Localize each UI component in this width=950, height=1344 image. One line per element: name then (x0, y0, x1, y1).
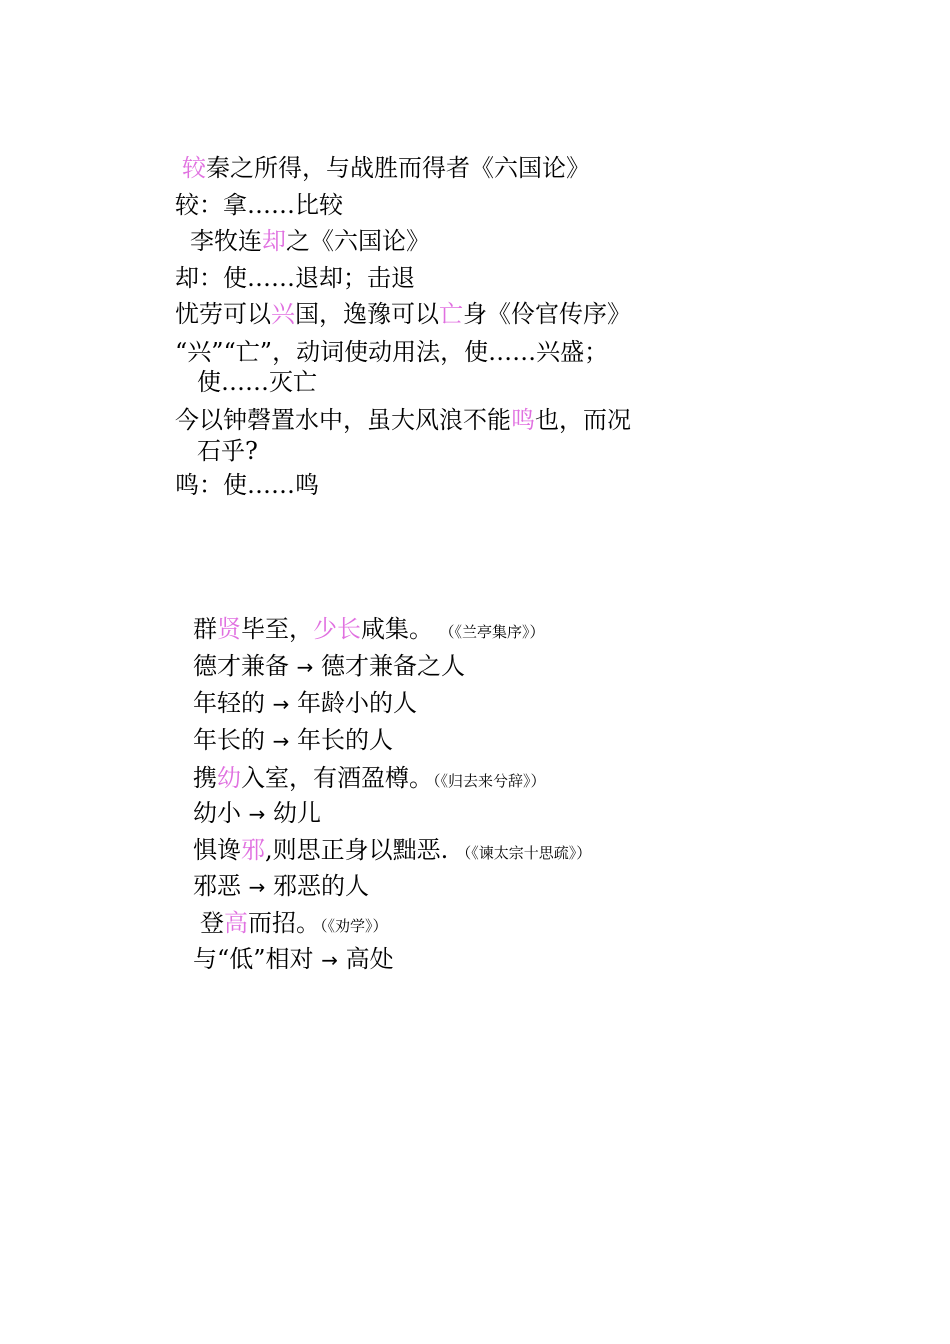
sentence-text: 毕至， (241, 615, 313, 643)
highlight-word: 鸣 (511, 406, 535, 434)
highlight-word: 兴 (271, 300, 295, 328)
highlight-word: 亡 (439, 300, 463, 328)
line-transform-nianqing (193, 688, 417, 719)
highlight-word: 较 (182, 154, 206, 182)
transform-from: 年长的 (193, 726, 265, 754)
line-you-example (193, 763, 546, 796)
highlight-word: 高 (224, 909, 248, 937)
highlight-word: 少长 (313, 615, 361, 643)
line-que-explain (175, 263, 415, 293)
transform-to: 年龄小的人 (297, 689, 418, 717)
explanation-text: “兴”“亡”，动词使动用法，使……兴盛； (175, 338, 609, 366)
transform-from: 幼小 (193, 799, 241, 827)
sentence-text: 今以钟磬置水中，虽大风浪不能 (175, 406, 511, 434)
line-xian-zhang-example (193, 614, 545, 647)
sentence-text: 咸集。 (361, 615, 433, 643)
source-citation: （《劝学》） (320, 917, 388, 935)
line-transform-gaochu (193, 944, 394, 975)
sentence-text: 忧劳可以 (175, 300, 271, 328)
sentence-text: 之《六国论》 (286, 227, 430, 255)
line-ming-example (175, 405, 631, 435)
transform-from: 年轻的 (193, 689, 265, 717)
source-citation: （《归去来兮辞》） (433, 772, 546, 790)
sentence-text: 身《伶官传序》 (463, 300, 631, 328)
sentence-text: 李牧连 (190, 227, 262, 255)
line-xing-wang-explain (175, 337, 608, 367)
sentence-text: 惧谗 (193, 836, 241, 864)
explanation-text: 使……灭亡 (197, 368, 317, 396)
line-transform-nianzhang (193, 725, 393, 756)
line-ming-explain (175, 470, 319, 500)
explanation-text: 较：拿……比较 (175, 191, 343, 219)
sentence-text: 登 (200, 909, 224, 937)
right-arrow-icon: → (248, 875, 266, 899)
right-arrow-icon: → (321, 948, 338, 972)
transform-to: 德才兼备之人 (321, 652, 466, 680)
explanation-text: 鸣：使……鸣 (175, 471, 319, 499)
sentence-text: 石乎? (197, 437, 258, 465)
line-xing-wang-example (175, 299, 631, 329)
highlight-word: 贤 (217, 615, 241, 643)
right-arrow-icon: → (248, 802, 266, 826)
explanation-text: 却：使……退却；击退 (175, 264, 415, 292)
sentence-text: 群 (193, 615, 217, 643)
sentence-text: 入室，有酒盈樽。 (241, 764, 433, 792)
source-citation: （《兰亭集序》） (447, 623, 545, 641)
line-jiao-example (182, 153, 590, 183)
sentence-text: 也，而况 (535, 406, 631, 434)
highlight-word: 却 (262, 227, 286, 255)
sentence-text: 秦之所得，与战胜而得者《六国论》 (206, 154, 590, 182)
line-jiao-explain (175, 190, 343, 220)
source-citation: （《谏太宗十思疏》） (456, 844, 592, 862)
sentence-text: 而招。 (248, 909, 320, 937)
line-transform-decai (193, 651, 465, 682)
line-gao-example (200, 908, 388, 941)
highlight-word: 幼 (217, 764, 241, 792)
line-transform-youxiao (193, 798, 321, 829)
line-ming-example-cont (197, 436, 258, 466)
sentence-text: ,则思正身以黜恶. (265, 836, 449, 864)
transform-to: 邪恶的人 (273, 872, 370, 900)
line-que-example (190, 226, 430, 256)
transform-to: 年长的人 (297, 726, 394, 754)
transform-from: 邪恶 (193, 872, 241, 900)
right-arrow-icon: → (272, 692, 290, 716)
transform-to: 高处 (345, 945, 394, 973)
right-arrow-icon: → (272, 729, 290, 753)
sentence-text: 国，逸豫可以 (295, 300, 439, 328)
highlight-word: 邪 (241, 836, 265, 864)
transform-to: 幼儿 (273, 799, 322, 827)
right-arrow-icon: → (296, 655, 314, 679)
line-xing-wang-explain-cont (197, 367, 317, 397)
transform-from: 与“低”相对 (193, 945, 314, 973)
line-xie-example (193, 835, 591, 868)
transform-from: 德才兼备 (193, 652, 289, 680)
line-transform-xiee (193, 871, 369, 902)
sentence-text: 携 (193, 764, 217, 792)
